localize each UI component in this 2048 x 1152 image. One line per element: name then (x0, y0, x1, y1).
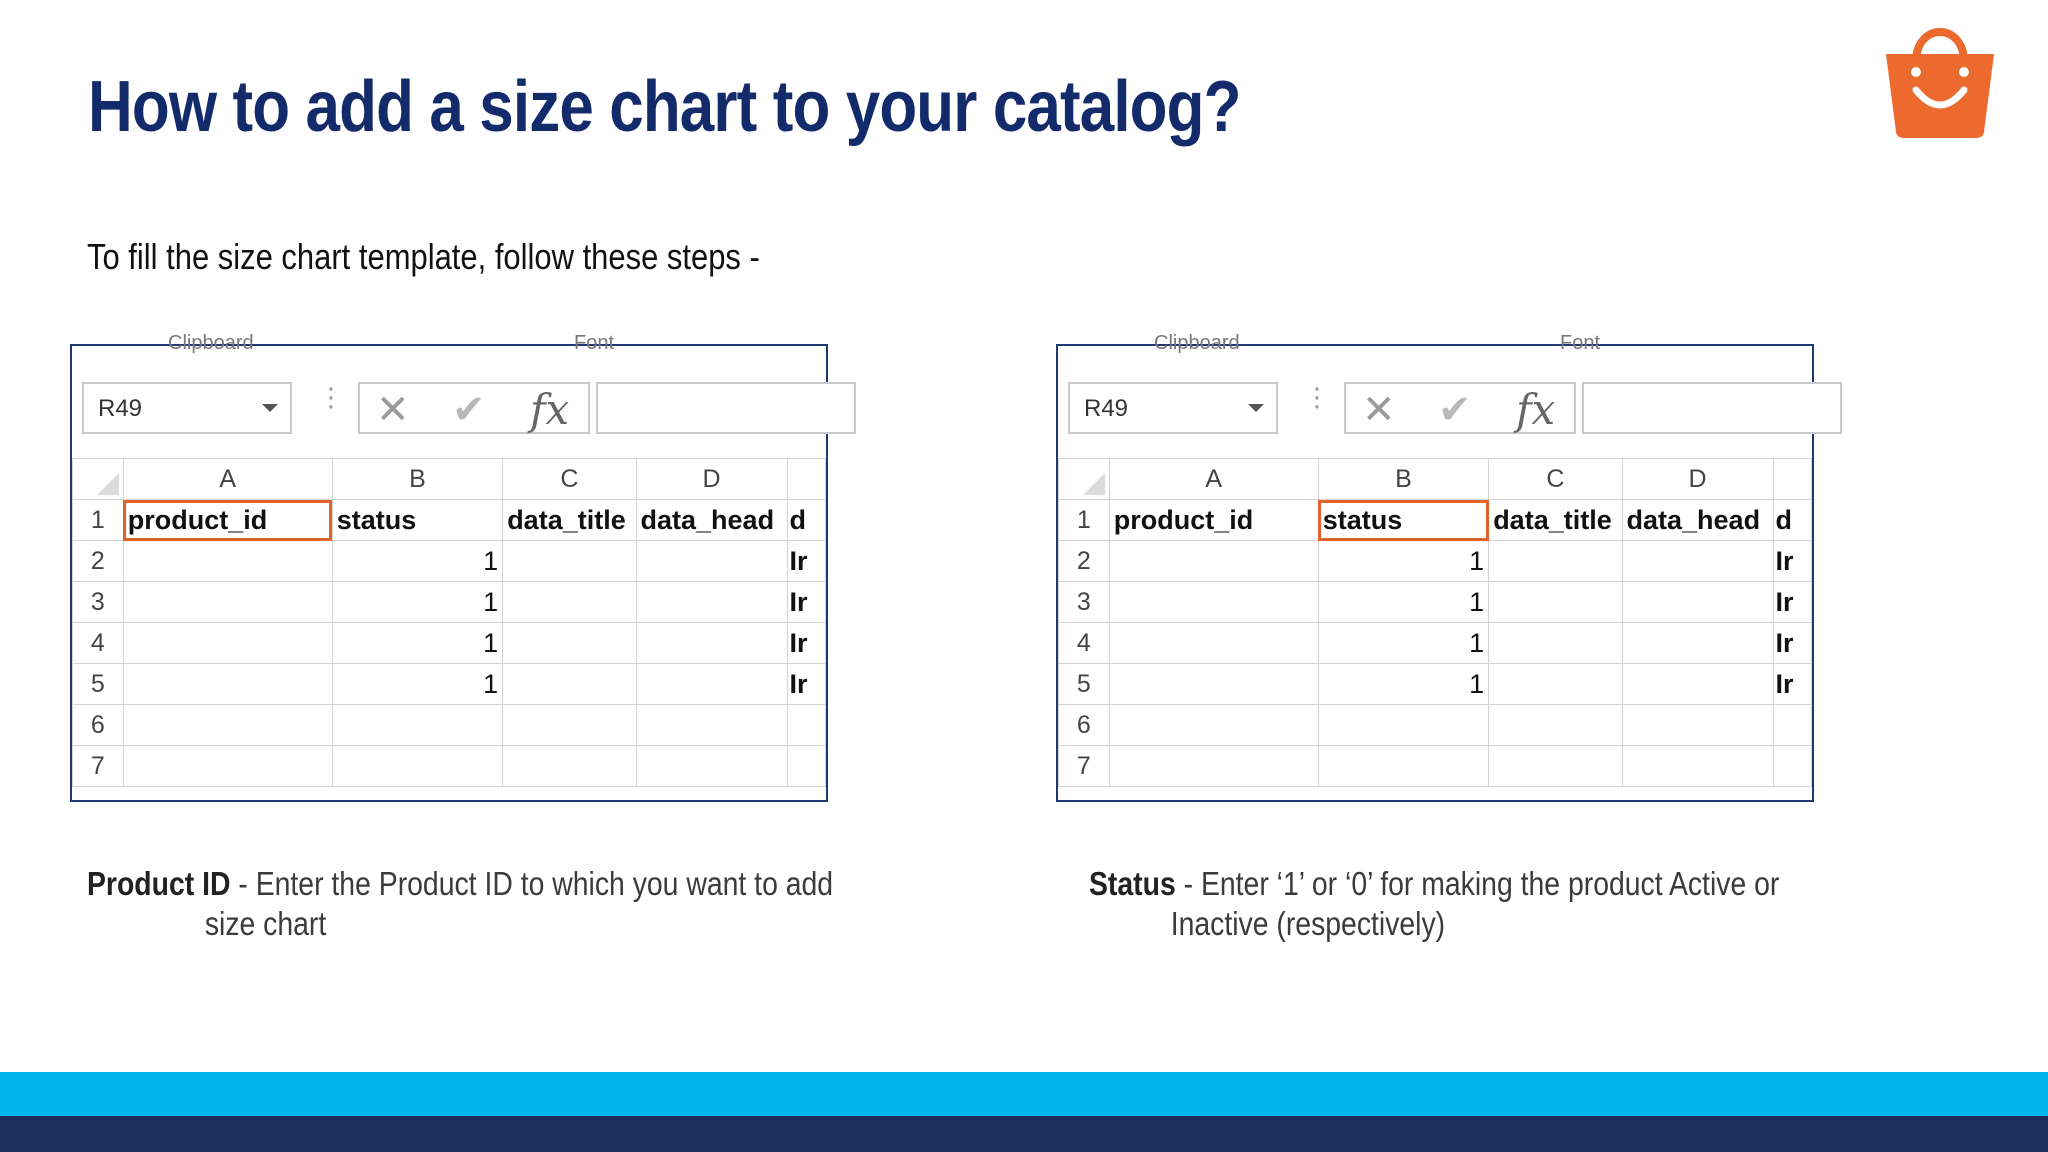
table-row (1059, 500, 1812, 541)
footer-bar-light (0, 1072, 2048, 1116)
cell[interactable] (1318, 746, 1488, 787)
cell[interactable] (503, 746, 636, 787)
splitter-dots-icon: ⋮ (318, 382, 344, 412)
shopping-bag-icon (1880, 16, 2000, 142)
table-row (1059, 705, 1812, 746)
caption-line2: Inactive (respectively) (1170, 905, 1446, 942)
ribbon-label-font: Font (1560, 332, 1601, 354)
cell-b1-highlighted[interactable]: status (1318, 500, 1488, 541)
formula-bar-input[interactable] (596, 382, 856, 434)
cell-e1[interactable]: d (787, 500, 825, 541)
column-header[interactable]: D (1622, 459, 1773, 500)
cell[interactable] (787, 705, 825, 746)
cell[interactable] (1489, 746, 1622, 787)
table-row (73, 746, 826, 787)
cell[interactable] (1109, 746, 1318, 787)
select-all-corner[interactable] (73, 459, 124, 500)
cell[interactable] (332, 746, 502, 787)
cell[interactable] (636, 582, 787, 623)
cell-d1[interactable]: data_head (1622, 500, 1773, 541)
cell[interactable] (123, 541, 332, 582)
cell[interactable]: Ir (787, 664, 825, 705)
instructions-subtitle: To fill the size chart template, follow these steps - (87, 236, 760, 277)
cell[interactable] (1622, 582, 1773, 623)
cell[interactable] (123, 705, 332, 746)
cell[interactable] (1489, 664, 1622, 705)
cell[interactable] (123, 746, 332, 787)
cell[interactable] (1109, 582, 1318, 623)
cell[interactable] (636, 541, 787, 582)
cell[interactable]: Ir (1773, 582, 1811, 623)
excel-screenshot-status (1056, 332, 1814, 802)
table-row (73, 541, 826, 582)
cell[interactable] (123, 623, 332, 664)
cell[interactable] (1109, 705, 1318, 746)
spreadsheet-grid (1058, 458, 1812, 787)
cell[interactable] (1622, 623, 1773, 664)
row-header[interactable]: 4 (73, 623, 124, 664)
fx-icon[interactable]: fx (530, 385, 570, 434)
cell[interactable] (503, 664, 636, 705)
cell[interactable] (1622, 664, 1773, 705)
select-all-corner[interactable] (1059, 459, 1110, 500)
caption-product-id (87, 864, 833, 944)
cell[interactable] (1489, 705, 1622, 746)
cell[interactable] (1318, 705, 1488, 746)
table-row (1059, 623, 1812, 664)
table-row (1059, 582, 1812, 623)
cell[interactable] (123, 664, 332, 705)
row-header[interactable]: 2 (1059, 541, 1110, 582)
cell[interactable] (1489, 541, 1622, 582)
name-box-value: R49 (1084, 395, 1129, 422)
row-header[interactable]: 5 (73, 664, 124, 705)
cell[interactable]: Ir (787, 623, 825, 664)
cell[interactable]: Ir (787, 582, 825, 623)
cell[interactable] (1489, 623, 1622, 664)
table-row (1059, 746, 1812, 787)
name-box[interactable] (1068, 382, 1278, 434)
cell-d1[interactable]: data_head (636, 500, 787, 541)
cell[interactable] (1489, 582, 1622, 623)
caption-status (1089, 864, 1779, 944)
row-header[interactable]: 3 (73, 582, 124, 623)
column-header[interactable]: C (503, 459, 636, 500)
excel-screenshot-product-id (70, 332, 828, 802)
cell[interactable] (1622, 746, 1773, 787)
column-header[interactable]: C (1489, 459, 1622, 500)
row-header[interactable]: 6 (1059, 705, 1110, 746)
row-header[interactable]: 2 (73, 541, 124, 582)
cell[interactable] (636, 664, 787, 705)
row-header[interactable]: 6 (73, 705, 124, 746)
cell[interactable] (636, 623, 787, 664)
name-box[interactable] (82, 382, 292, 434)
row-header[interactable]: 7 (1059, 746, 1110, 787)
row-header[interactable]: 3 (1059, 582, 1110, 623)
formula-buttons (1344, 382, 1576, 434)
caption-term: Status (1089, 865, 1176, 902)
table-row (1059, 541, 1812, 582)
cell-c1[interactable]: data_title (503, 500, 636, 541)
cell[interactable]: Ir (1773, 664, 1811, 705)
cell-e1[interactable]: d (1773, 500, 1811, 541)
column-header[interactable]: B (332, 459, 502, 500)
cell[interactable]: 1 (332, 664, 502, 705)
table-row (1059, 664, 1812, 705)
cancel-icon[interactable]: ✕ (376, 387, 410, 433)
cell[interactable]: 1 (1318, 623, 1488, 664)
cell[interactable] (503, 705, 636, 746)
column-header[interactable]: B (1318, 459, 1488, 500)
table-row (73, 623, 826, 664)
slide-title: How to add a size chart to your catalog? (88, 67, 1241, 147)
table-row (73, 705, 826, 746)
chevron-down-icon[interactable] (1248, 404, 1264, 412)
cell[interactable] (503, 541, 636, 582)
column-header[interactable] (787, 459, 825, 500)
spreadsheet-grid (72, 458, 826, 787)
footer-bar-dark (0, 1116, 2048, 1152)
caption-term: Product ID (87, 865, 231, 902)
formula-bar-input[interactable] (1582, 382, 1842, 434)
cell[interactable] (503, 623, 636, 664)
enter-icon[interactable]: ✔ (1438, 387, 1472, 433)
cell[interactable] (1622, 705, 1773, 746)
ribbon-label-font: Font (574, 332, 615, 354)
cancel-icon[interactable]: ✕ (1362, 387, 1396, 433)
cell[interactable] (123, 582, 332, 623)
cell-a1-highlighted[interactable]: product_id (123, 500, 332, 541)
cell[interactable] (636, 746, 787, 787)
enter-icon[interactable]: ✔ (452, 387, 486, 433)
cell[interactable] (1773, 705, 1811, 746)
fx-icon[interactable]: fx (1516, 385, 1556, 434)
name-box-value: R49 (98, 395, 143, 422)
column-header[interactable]: D (636, 459, 787, 500)
row-header[interactable]: 4 (1059, 623, 1110, 664)
column-header[interactable]: A (1109, 459, 1318, 500)
cell[interactable] (1109, 623, 1318, 664)
caption-line1: Enter the Product ID to which you want to add (255, 865, 834, 902)
cell[interactable]: 1 (1318, 582, 1488, 623)
chevron-down-icon[interactable] (262, 404, 278, 412)
row-header[interactable]: 1 (73, 500, 124, 541)
column-header[interactable] (1773, 459, 1811, 500)
caption-separator: - (230, 865, 256, 902)
ribbon-remnant (1058, 332, 1812, 354)
caption-separator: - (1175, 865, 1201, 902)
cell[interactable] (636, 705, 787, 746)
ribbon-label-clipboard: Clipboard (168, 332, 254, 354)
cell[interactable]: 1 (332, 541, 502, 582)
caption-line1: Enter ‘1’ or ‘0’ for making the product Active or (1200, 865, 1780, 902)
cell[interactable] (1773, 746, 1811, 787)
row-header[interactable]: 7 (73, 746, 124, 787)
cell[interactable]: 1 (332, 582, 502, 623)
cell-c1[interactable]: data_title (1489, 500, 1622, 541)
cell[interactable]: 1 (332, 623, 502, 664)
formula-buttons (358, 382, 590, 434)
row-header[interactable]: 5 (1059, 664, 1110, 705)
ribbon-label-clipboard: Clipboard (1154, 332, 1240, 354)
table-row (73, 664, 826, 705)
cell[interactable] (1622, 541, 1773, 582)
ribbon-remnant (72, 332, 826, 354)
cell[interactable]: Ir (787, 541, 825, 582)
cell-a1[interactable]: product_id (1109, 500, 1318, 541)
cell[interactable] (503, 582, 636, 623)
cell-b1[interactable]: status (332, 500, 502, 541)
cell[interactable]: Ir (1773, 541, 1811, 582)
column-header[interactable]: A (123, 459, 332, 500)
table-row (73, 500, 826, 541)
cell[interactable]: 1 (1318, 664, 1488, 705)
cell[interactable]: 1 (1318, 541, 1488, 582)
cell[interactable] (332, 705, 502, 746)
splitter-dots-icon: ⋮ (1304, 382, 1330, 412)
cell[interactable] (787, 746, 825, 787)
cell[interactable] (1109, 541, 1318, 582)
caption-line2: size chart (204, 905, 327, 942)
table-row (73, 582, 826, 623)
cell[interactable]: Ir (1773, 623, 1811, 664)
row-header[interactable]: 1 (1059, 500, 1110, 541)
cell[interactable] (1109, 664, 1318, 705)
